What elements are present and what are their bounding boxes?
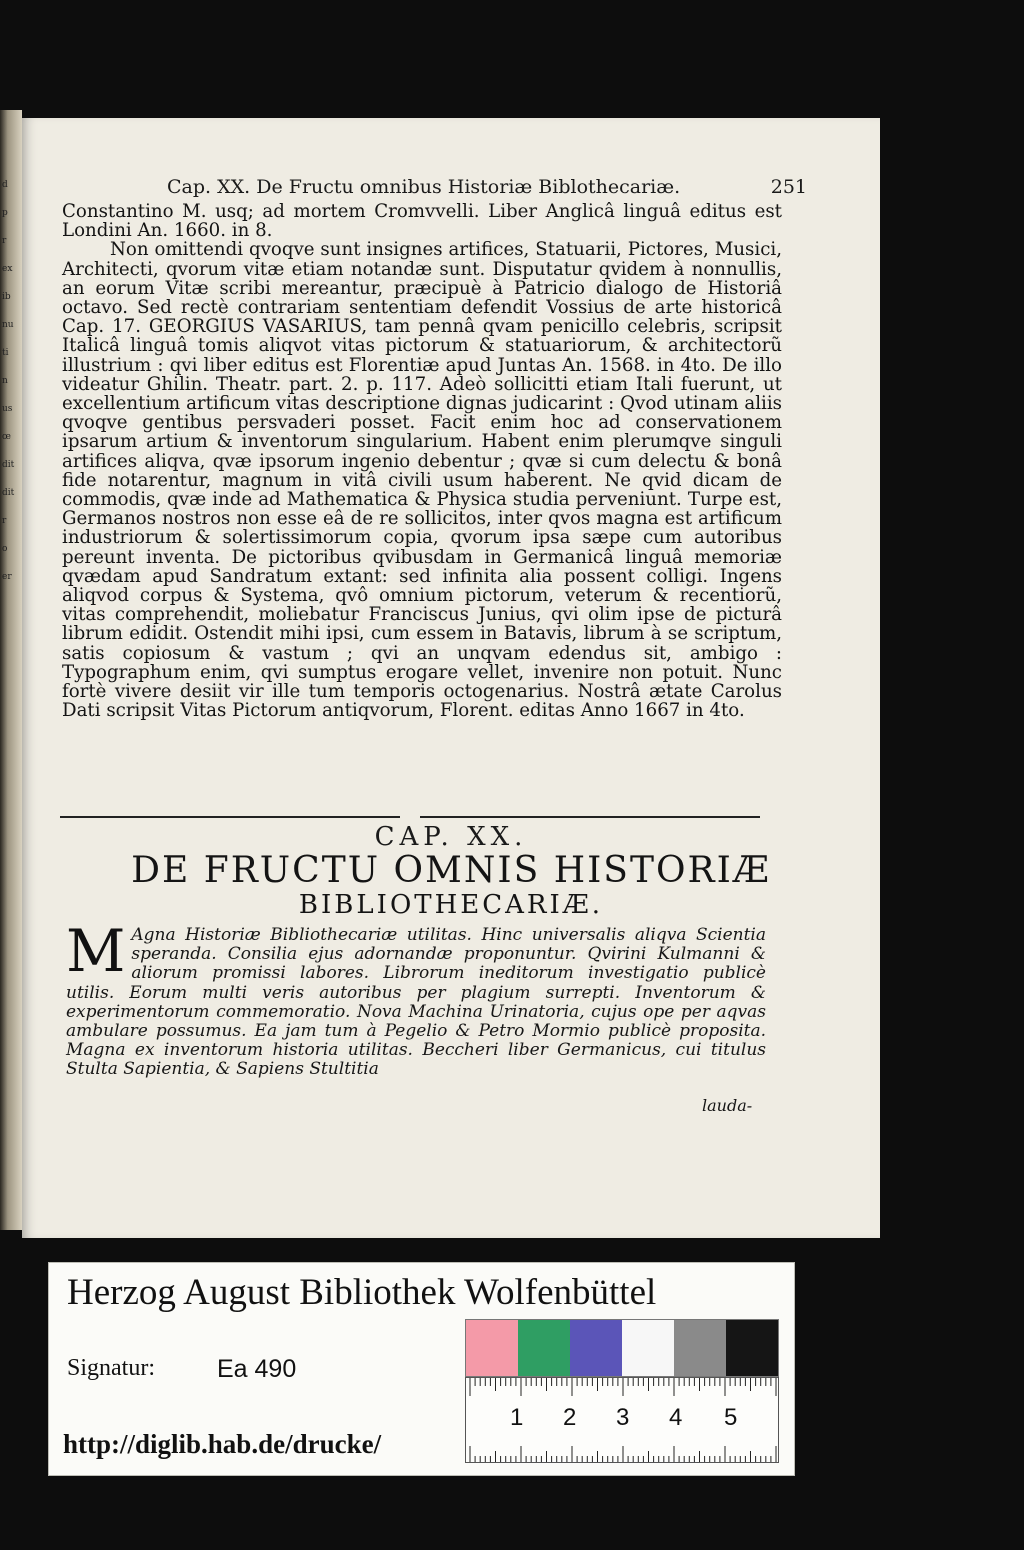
ruler-number: 2 [563,1404,577,1431]
ruler-number: 3 [616,1404,630,1431]
body-text [62,202,782,720]
library-name: Herzog August Bibliothek Wolfenbüttel [67,1272,657,1313]
color-swatch [674,1320,726,1376]
color-swatch [570,1320,622,1376]
divider-right [420,816,760,818]
facing-page-letter: dit [2,460,15,470]
section-divider [60,816,760,818]
facing-page-letter: ex [2,264,13,274]
facing-page-letter: œ [2,432,11,442]
header-title: Cap. XX. De Fructu omnibus Historiæ Biblothecariæ. [167,176,681,198]
book-page [22,118,880,1238]
ruler-number: 1 [510,1404,524,1431]
catchword: lauda- [702,1096,753,1115]
facing-page-letter: o [2,544,8,554]
chapter-title: DE FRUCTU OMNIS HISTORIÆ [131,850,771,891]
signature-label: Signatur: [67,1355,155,1381]
facing-page-edge [0,110,22,1230]
facing-page-letter: er [2,572,12,582]
chapter-subtitle: BIBLIOTHECARIÆ. [298,890,604,920]
facing-page-letter: r [2,236,7,246]
facing-page-letter: us [2,404,13,414]
paragraph-continuation: Constantino M. usq; ad mortem Cromvvelli. Liber Anglicâ linguâ editus est Londini An. 1660. in 8. [62,201,782,242]
page-number: 251 [770,176,807,198]
chapter-number: CAP. XX. [374,822,528,852]
ruler-number: 5 [724,1404,738,1431]
facing-page-letter: n [2,376,8,386]
running-header [167,176,807,198]
library-label [48,1262,795,1476]
facing-page-letter: ti [2,348,9,358]
divider-left [60,816,400,818]
color-swatch [726,1320,778,1376]
facing-page-letter: dit [2,488,15,498]
facing-page-letter: nu [2,320,14,330]
signature-value: Ea 490 [217,1355,297,1383]
summary-text: Agna Historiæ Bibliothecariæ utilitas. Hinc universalis aliqva Scientia speranda. Consilia ejus adornandæ proponuntur. Qvirini Kulmanni & aliorum promissi labores. Librorum ineditorum investigatio publicè utilis. Eorum multi veris autoribus per plagium surrepti. Inventorum & experimentorum commemoratio. Nova Machina Urinatoria, cujus ope per aqvas ambulare possumus. Ea jam tum à Pegelio & Petro Mormio publicè proposita. Magna ex inventorum historia utilitas. Beccheri liber Germanicus, cui titulus Stulta Sapientia, & Sapiens Stultitia [66,925,766,1080]
paragraph-artists: Non omittendi qvoqve sunt insignes artifices, Statuarii, Pictores, Musici, Architecti, qvorum vitæ etiam notandæ sunt. Disputatur qvidem à nonnullis, an eorum Vitæ scribi mereantur, præcipuè à Patricio dialogo de Historiâ octavo. Sed rectè contrariam sententiam defendit Vossius de arte historicâ Cap. 17. GEORGIUS VASARIUS, tam pennâ qvam penicillo celebris, scripsit Italicâ linguâ tomis aliqvot vitas pictorum & statuariorum, & architectorũ illustrium : qvi liber editus est Florentiæ apud Juntas An. 1568. in 4to. De illo videatur Ghilin. Theatr. part. 2. p. 117. Adeò sollicitti etiam Itali fuerunt, ut excellentium artificum vitas descriptione dignas judicarint : Qvod utinam aliis qvoqve gentibus persvaderi posset. Facit enim hoc ad conservationem ipsarum artium & inventorum singularium. Habent enim plerumqve singuli artifices aliqva, qvæ ipsorum ingenio debentur ; qvæ si cum delectu & bonâ fide notarentur, magnum in vitâ civili usum haberent. Ne qvid dicam de commodis, qvæ inde ad Mathematica & Physica studia perveniunt. Turpe est, Germanos nostros non esse eâ de re sollicitos, inter qvos magna est artificum industriorum & solertissimorum copia, qvorum ipsa sæpe cum autoribus pereunt inventa. De pictoribus qvibusdam in Germanicâ linguâ memoriæ qvædam apud Sandratum extant: sed infinita alia possent colligi. Ingens aliqvod corpus & Systema, qvô omnium pictorum, veterum & recentiorũ, vitas comprehendit, moliebatur Franciscus Junius, qvi olim ipse de picturâ librum edidit. Ostendit mihi ipsi, cum essem in Batavis, librum à se scriptum, satis copiosum & vastum ; qvi an unqvam edendus sit, ambigo : Typographum enim, qvi sumptus erogare vellet, invenire non potuit. Nunc fortè vivere desiit vir ille tum temporis octogenarius. Nostrâ ætate Carolus Dati scripsit Vitas Pictorum antiqvorum, Florent. editas Anno 1667 in 4to. [62,239,782,722]
color-swatch [466,1320,518,1376]
ruler-number: 4 [669,1404,683,1431]
color-swatch [518,1320,570,1376]
chapter-summary [66,917,766,1080]
facing-page-letter: ib [2,292,11,302]
color-calibration-chart [465,1319,779,1377]
scale-ruler [465,1377,779,1463]
color-swatch [622,1320,674,1376]
facing-page-letter: d [2,180,8,190]
library-url[interactable]: http://diglib.hab.de/drucke/ [63,1429,382,1459]
drop-capital: M [66,917,126,985]
facing-page-letter: p [2,208,8,218]
facing-page-letter: r [2,516,7,526]
